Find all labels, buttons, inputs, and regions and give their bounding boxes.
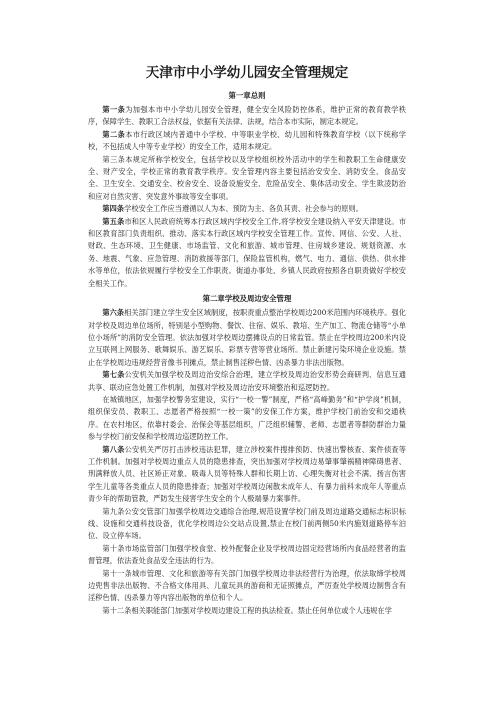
article-number: 第一条 — [102, 105, 126, 114]
article-text: 第十一条城市管理、文化和旅游等有关部门加强学校周边非法经营行为治理，依法取缔学校周边兜售非法出版物、不合格文体用具、儿童玩具的游商和无证照摊点，严厉查处学校周边制售含有淫秽色情、凶杀暴力等内容出版物的单位和个人。 — [88, 568, 406, 603]
document-title: 天津市中小学幼儿园安全管理规定 — [145, 65, 349, 81]
article-paragraph — [88, 216, 406, 290]
article-paragraph — [88, 307, 406, 369]
article-number: 第八条 — [102, 444, 125, 454]
article-paragraph — [88, 154, 406, 204]
article-paragraph — [88, 203, 406, 215]
article-text: 市和区人民政府统筹本行政区域内学校安全工作,将学校安全建设纳入平安天津建设。市和区教育部门负责组织、推动、落实本行政区域内学校安全管理工作。宣传、网信、公安、人社、财政、生态环境、卫生健康、市场监管、文化和旅游、城市管理、住房城乡建设、规划资源、水务、地震、气象、应急管理、消防救援等部门，保险监管机构，燃气、电力、通信、供热、供水排水等单位，依法依规履行学校安全工作职责。街道办事处、乡镇人民政府按照各自职责做好学校安全相关工作。 — [88, 216, 406, 288]
article-number: 第二条 — [102, 129, 126, 139]
article-text: 相关部门建立学生安全区域制度，按职责重点整治学校周边200米范围内环境秩序。强化对学校及周边单位场所，特别是小型购物、餐饮、住宿、娱乐、教培、生产加工、物流仓储等“小单位小场所”的消防安全管理。依法加强对学校周边摆摊设点的日常监管。禁止在学校周边200米内设立互联网上网服务、歌舞娱乐、游艺娱乐、彩票专营等营业场所。禁止新建污染环境企业设施。禁止在学校周边违规经营音像书刊摊点，禁止制售淫秽色情、凶杀暴力非法出版物。 — [88, 308, 406, 367]
article-paragraph — [88, 543, 406, 568]
article-text: 公安机关严厉打击涉校违法犯罪，建立涉校案件搜排预防、快速出警核查、案件侦查等工作机制。加强对学校周边重点人员的隐患排查，突出加强对学校周边易肇事肇祸精神障碍患者、刑满释放人员、社区矫正对象、吸毒人员等特殊人群和长期上访、心理失衡对社会不满、扬言伤害学生儿童等各类重点人员的隐患排查；加强对学校周边闲散未成年人、有暴力前科未成年人等重点青少年的帮助管教，严防发生侵害学生安全的个人极端暴力案事件。 — [88, 444, 406, 504]
document-body — [88, 64, 406, 617]
article-text: 公安机关加强学校及周边治安综合治理，建立学校及周边治安形势会商研判、信息互通共享、联动应急处置工作机制，加强对学校及周边治安环境整治和巡逻防控。 — [88, 370, 406, 392]
chapter-heading: 第一章总则 — [228, 91, 266, 100]
article-text: 第十二条相关职能部门加强对学校周边建设工程的执法检查。禁止任何单位或个人违规在学 — [102, 605, 392, 615]
article-number: 第六条 — [102, 308, 125, 318]
article-number: 第七条 — [102, 370, 125, 380]
article-text: 第十条市场监管部门加强学校食堂、校外配餐企业及学校周边固定经营场所内食品经营者的监督管理，依法查处食品安全违法的行为。 — [88, 543, 406, 566]
article-text: 在城镇地区，加强学校警务室建设，实行“一校一警”制度，严格“高峰勤务”和“护学岗”机制，组织保安员、教职工、志愿者严格按照“一校一策”的安保工作方案，维护学校门前治安和交通秩序。在农村地区，依靠村委会、治保会等基层组织，广泛组织辅警、老师、志愿者等群防群治力量参与学校门前安保和学校周边巡逻防控工作。 — [88, 394, 406, 442]
article-paragraph — [88, 444, 406, 506]
article-text: 学校安全工作应当遵循以人为本、预防为主、各负其责、社会参与的原则。 — [124, 204, 363, 214]
article-number: 第五条 — [102, 216, 125, 226]
article-paragraph — [88, 605, 406, 617]
article-paragraph — [88, 568, 406, 605]
article-text: 第三条本规定所称学校安全，包括学校以及学校组织校外活动中的学生和教职工生命健康安全、财产安全，学校正常的教育教学秩序。安全管理内容主要包括治安安全、消防安全、食品安全、卫生安全、交通安全、校舍安全、设备设施安全、危险品安全、集体活动安全、学生欺凌防治和应对自然灾害、突发意外事故等安全事项。 — [88, 154, 406, 201]
article-paragraph — [88, 394, 406, 444]
article-paragraph — [88, 129, 406, 154]
article-text: 第九条公安交管部门加强学校周边交通综合治理,规范设置学校门前及周边道路交通标志标识标线、设施和交通科技设备，优化学校周边公交站点设置,禁止在校门前两侧50米内施划道路停车泊位、设立停车场。 — [88, 506, 406, 541]
article-text: 本市行政区域内普通中小学校、中等职业学校、幼儿园和特殊教育学校（以下统称学校，不包括成人中等专业学校）的安全工作，适用本规定。 — [88, 129, 407, 152]
chapter-heading: 第二章学校及周边安全管理 — [202, 294, 292, 304]
article-paragraph — [88, 506, 406, 543]
article-number: 第四条 — [102, 204, 125, 214]
article-paragraph — [88, 104, 406, 129]
article-paragraph — [88, 369, 406, 394]
article-text: 为加强本市中小学幼儿园安全管理，健全安全风险防控体系，维护正常的教育教学秩序，保障学生、教职工合法权益，依据有关法律、法规，结合本市实际，制定本规定。 — [88, 105, 407, 127]
